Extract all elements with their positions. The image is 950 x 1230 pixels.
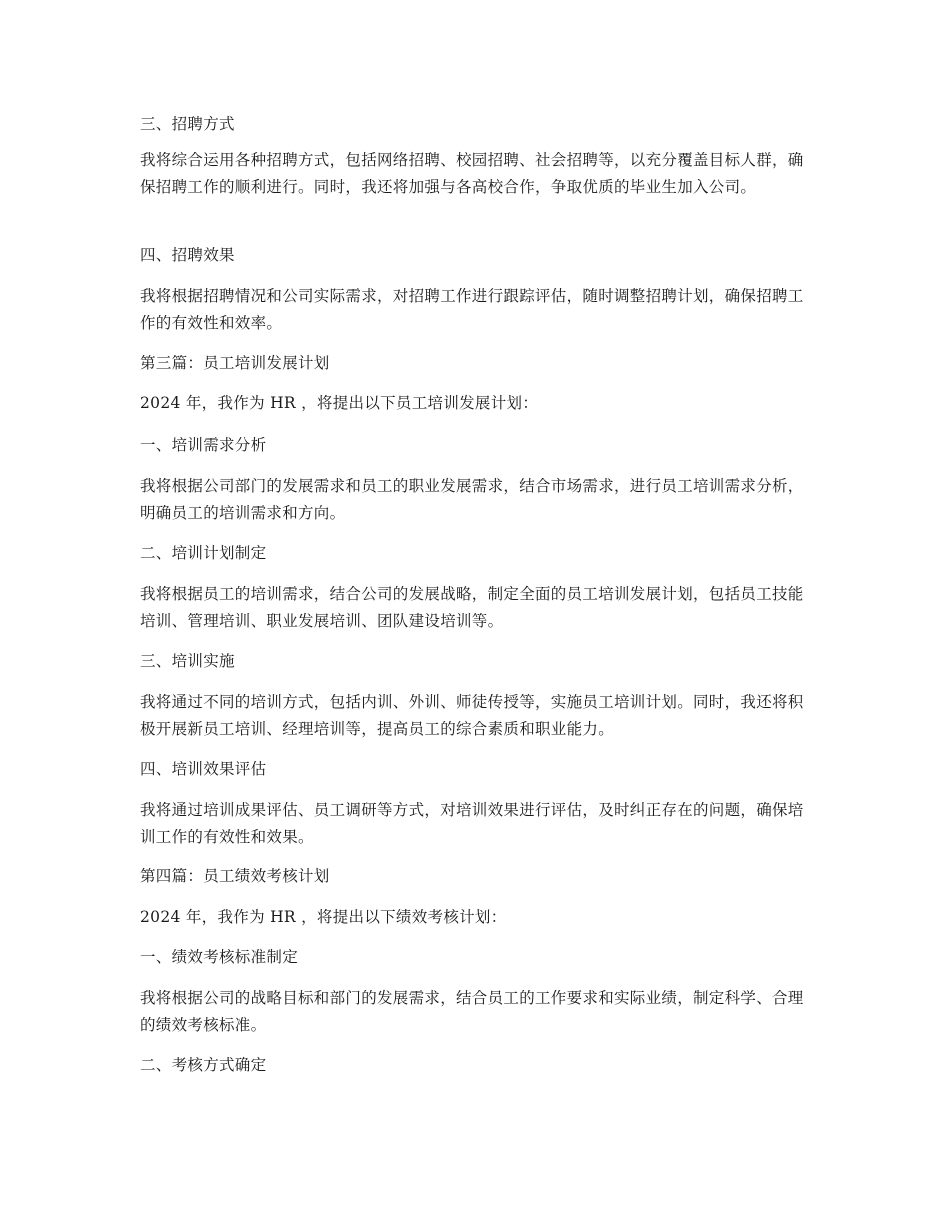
section-heading-training-needs: 一、培训需求分析	[140, 436, 267, 454]
intro-line: 2024 年，我作为 HR ，将提出以下绩效考核计划：	[140, 908, 507, 926]
body-paragraph: 我将通过不同的培训方式，包括内训、外训、师徒传授等，实施员工培训计划。同时，我还将积极开展新员工培训、经理培训等，提高员工的综合素质和职业能力。	[140, 693, 804, 738]
chapter-heading-training: 第三篇：员工培训发展计划	[140, 354, 330, 372]
body-paragraph: 我将根据招聘情况和公司实际需求，对招聘工作进行跟踪评估，随时调整招聘计划，确保招聘工作的有效性和效率。	[140, 287, 804, 332]
section-heading-recruitment-method: 三、招聘方式	[140, 115, 235, 133]
chapter-heading-performance: 第四篇：员工绩效考核计划	[140, 867, 330, 885]
intro-line: 2024 年，我作为 HR ，将提出以下员工培训发展计划：	[140, 394, 539, 412]
body-paragraph: 我将通过培训成果评估、员工调研等方式，对培训效果进行评估，及时纠正存在的问题，确保培训工作的有效性和效果。	[140, 801, 804, 846]
section-heading-training-plan: 二、培训计划制定	[140, 544, 267, 562]
section-heading-training-implementation: 三、培训实施	[140, 652, 235, 670]
body-paragraph: 我将根据公司部门的发展需求和员工的职业发展需求，结合市场需求，进行员工培训需求分析，明确员工的培训需求和方向。	[140, 477, 804, 522]
body-paragraph: 我将根据员工的培训需求，结合公司的发展战略，制定全面的员工培训发展计划，包括员工技能培训、管理培训、职业发展培训、团队建设培训等。	[140, 585, 804, 630]
body-paragraph: 我将综合运用各种招聘方式，包括网络招聘、校园招聘、社会招聘等，以充分覆盖目标人群，确保招聘工作的顺利进行。同时，我还将加强与各高校合作，争取优质的毕业生加入公司。	[140, 151, 804, 196]
section-heading-training-evaluation: 四、培训效果评估	[140, 760, 267, 778]
section-heading-recruitment-effect: 四、招聘效果	[140, 246, 235, 264]
section-heading-performance-standards: 一、绩效考核标准制定	[140, 948, 299, 966]
body-paragraph: 我将根据公司的战略目标和部门的发展需求，结合员工的工作要求和实际业绩，制定科学、合理的绩效考核标准。	[140, 989, 804, 1034]
section-heading-assessment-method: 二、考核方式确定	[140, 1056, 267, 1074]
